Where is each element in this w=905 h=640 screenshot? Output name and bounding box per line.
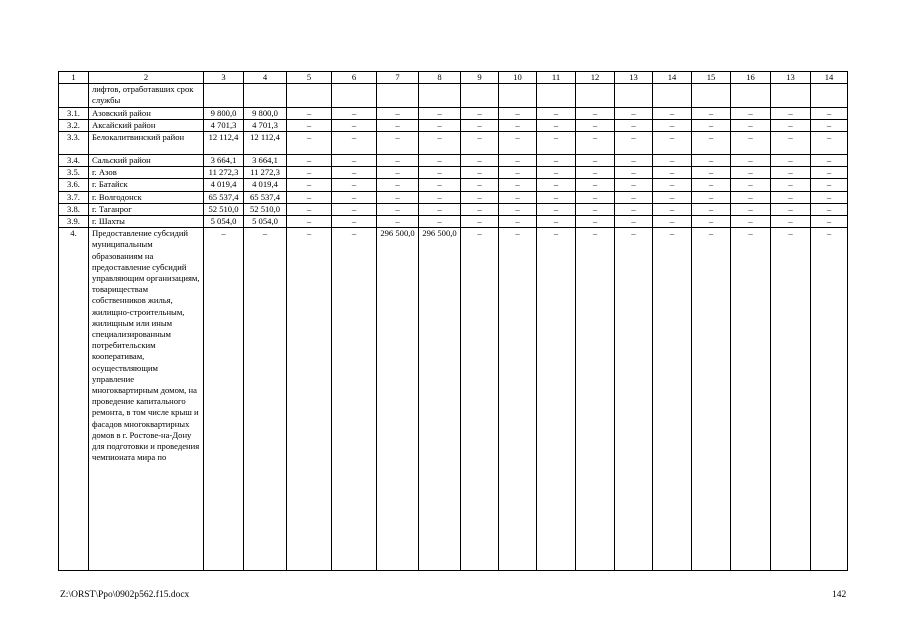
- value-cell: –: [811, 155, 848, 167]
- table-row: [59, 84, 848, 107]
- value-cell: –: [653, 107, 692, 119]
- row-number-cell: 3.1.: [59, 107, 89, 119]
- value-cell: –: [537, 228, 576, 571]
- column-header: 11: [537, 72, 576, 84]
- value-cell: –: [771, 107, 811, 119]
- row-name-cell: г. Таганрог: [89, 203, 204, 215]
- value-cell: –: [731, 228, 771, 571]
- value-cell: –: [771, 132, 811, 155]
- column-header: 13: [615, 72, 653, 84]
- row-number-cell: 3.5.: [59, 167, 89, 179]
- value-cell: 65 537,4: [244, 191, 287, 203]
- value-cell: –: [576, 191, 615, 203]
- value-cell: –: [653, 216, 692, 228]
- column-header: 14: [653, 72, 692, 84]
- value-cell: –: [332, 155, 377, 167]
- value-cell: –: [692, 191, 731, 203]
- row-number-cell: 3.3.: [59, 132, 89, 155]
- value-cell: 12 112,4: [204, 132, 244, 155]
- value-cell: –: [731, 107, 771, 119]
- value-cell: –: [653, 191, 692, 203]
- table-row: [59, 132, 848, 155]
- column-header: 16: [731, 72, 771, 84]
- column-header: 1: [59, 72, 89, 84]
- value-cell: –: [419, 155, 461, 167]
- value-cell: –: [576, 119, 615, 131]
- value-cell: –: [377, 191, 419, 203]
- value-cell: –: [461, 167, 499, 179]
- value-cell: –: [419, 107, 461, 119]
- value-cell: –: [576, 155, 615, 167]
- page-number: 142: [832, 590, 847, 600]
- row-number-cell: 3.8.: [59, 203, 89, 215]
- value-cell: –: [461, 155, 499, 167]
- value-cell: –: [771, 191, 811, 203]
- value-cell: –: [461, 132, 499, 155]
- row-name-cell: г. Волгодонск: [89, 191, 204, 203]
- value-cell: 5 054,0: [244, 216, 287, 228]
- value-cell: –: [461, 179, 499, 191]
- value-cell: –: [537, 107, 576, 119]
- value-cell: –: [377, 132, 419, 155]
- value-cell: –: [287, 155, 332, 167]
- value-cell: –: [419, 216, 461, 228]
- value-cell: –: [419, 132, 461, 155]
- value-cell: –: [731, 155, 771, 167]
- column-header: 5: [287, 72, 332, 84]
- value-cell: –: [499, 155, 537, 167]
- value-cell: –: [615, 167, 653, 179]
- value-cell: –: [576, 167, 615, 179]
- value-cell: –: [287, 107, 332, 119]
- value-cell: –: [731, 191, 771, 203]
- column-header: 15: [692, 72, 731, 84]
- value-cell: –: [287, 228, 332, 571]
- value-cell: –: [287, 132, 332, 155]
- value-cell: –: [615, 132, 653, 155]
- row-name-cell: Сальский район: [89, 155, 204, 167]
- value-cell: –: [615, 179, 653, 191]
- value-cell: –: [332, 132, 377, 155]
- value-cell: –: [499, 119, 537, 131]
- value-cell: –: [576, 216, 615, 228]
- value-cell: –: [731, 119, 771, 131]
- value-cell: –: [537, 167, 576, 179]
- value-cell: –: [615, 107, 653, 119]
- value-cell: –: [499, 179, 537, 191]
- value-cell: –: [692, 167, 731, 179]
- value-cell: –: [461, 216, 499, 228]
- value-cell: –: [419, 203, 461, 215]
- value-cell: –: [419, 167, 461, 179]
- row-number-cell: 4.: [59, 228, 89, 571]
- value-cell: [811, 84, 848, 107]
- value-cell: –: [576, 107, 615, 119]
- value-cell: –: [692, 228, 731, 571]
- value-cell: 52 510,0: [204, 203, 244, 215]
- value-cell: –: [576, 203, 615, 215]
- value-cell: 12 112,4: [244, 132, 287, 155]
- value-cell: –: [499, 132, 537, 155]
- value-cell: –: [771, 167, 811, 179]
- value-cell: –: [332, 119, 377, 131]
- value-cell: –: [287, 119, 332, 131]
- value-cell: –: [287, 216, 332, 228]
- column-header: 2: [89, 72, 204, 84]
- value-cell: 5 054,0: [204, 216, 244, 228]
- value-cell: –: [731, 179, 771, 191]
- value-cell: [204, 84, 244, 107]
- row-name-cell: Азовский район: [89, 107, 204, 119]
- value-cell: –: [692, 179, 731, 191]
- table-row: [59, 107, 848, 119]
- value-cell: –: [377, 119, 419, 131]
- row-name-cell: г. Батайск: [89, 179, 204, 191]
- budget-table: [58, 71, 848, 571]
- value-cell: 52 510,0: [244, 203, 287, 215]
- value-cell: –: [332, 179, 377, 191]
- value-cell: –: [499, 216, 537, 228]
- value-cell: 3 664,1: [244, 155, 287, 167]
- value-cell: 65 537,4: [204, 191, 244, 203]
- column-header: 13: [771, 72, 811, 84]
- value-cell: –: [653, 203, 692, 215]
- value-cell: –: [332, 167, 377, 179]
- value-cell: –: [537, 179, 576, 191]
- value-cell: –: [332, 203, 377, 215]
- value-cell: [771, 84, 811, 107]
- value-cell: –: [615, 216, 653, 228]
- value-cell: –: [377, 216, 419, 228]
- value-cell: [653, 84, 692, 107]
- value-cell: –: [499, 203, 537, 215]
- value-cell: –: [811, 132, 848, 155]
- value-cell: –: [576, 228, 615, 571]
- value-cell: –: [377, 179, 419, 191]
- value-cell: –: [692, 107, 731, 119]
- value-cell: –: [653, 179, 692, 191]
- value-cell: 296 500,0: [377, 228, 419, 571]
- value-cell: –: [537, 132, 576, 155]
- value-cell: –: [692, 155, 731, 167]
- value-cell: –: [811, 179, 848, 191]
- row-name-cell: г. Азов: [89, 167, 204, 179]
- row-name-cell: лифтов, отработавших срок службы: [89, 84, 204, 107]
- row-name-cell: Аксайский район: [89, 119, 204, 131]
- value-cell: 3 664,1: [204, 155, 244, 167]
- value-cell: –: [377, 167, 419, 179]
- value-cell: 4 701,3: [244, 119, 287, 131]
- value-cell: [499, 84, 537, 107]
- value-cell: –: [537, 216, 576, 228]
- value-cell: –: [731, 203, 771, 215]
- value-cell: –: [653, 167, 692, 179]
- value-cell: 296 500,0: [419, 228, 461, 571]
- value-cell: –: [771, 119, 811, 131]
- row-number-cell: 3.7.: [59, 191, 89, 203]
- value-cell: –: [537, 155, 576, 167]
- row-number-cell: 3.6.: [59, 179, 89, 191]
- value-cell: –: [653, 119, 692, 131]
- value-cell: –: [731, 167, 771, 179]
- value-cell: –: [692, 119, 731, 131]
- column-header: 14: [811, 72, 848, 84]
- table-row: [59, 155, 848, 167]
- value-cell: –: [576, 179, 615, 191]
- value-cell: –: [811, 228, 848, 571]
- table-row: [59, 191, 848, 203]
- value-cell: –: [771, 155, 811, 167]
- row-number-cell: [59, 84, 89, 107]
- value-cell: –: [576, 132, 615, 155]
- row-name-cell: Предоставление субсидий муниципальным образованиям на предоставление субсидий управляющим организациям, товариществам собственников жилья, жилищно-строительным, жилищным или иным специализированным потребительским кооперативам, осуществляющим управление многоквартирным домом, на проведение капитального ремонта, в том числе крыш и фасадов многоквартирных домов в г. Ростове-на-Дону для подготовки и проведения чемпионата мира по: [89, 228, 204, 571]
- value-cell: –: [692, 216, 731, 228]
- value-cell: –: [653, 155, 692, 167]
- value-cell: [537, 84, 576, 107]
- value-cell: [287, 84, 332, 107]
- value-cell: –: [615, 119, 653, 131]
- value-cell: 11 272,3: [244, 167, 287, 179]
- value-cell: –: [537, 203, 576, 215]
- table-row: [59, 167, 848, 179]
- value-cell: [461, 84, 499, 107]
- value-cell: –: [537, 191, 576, 203]
- value-cell: [615, 84, 653, 107]
- value-cell: –: [811, 107, 848, 119]
- value-cell: –: [615, 203, 653, 215]
- value-cell: –: [771, 203, 811, 215]
- value-cell: –: [287, 191, 332, 203]
- value-cell: –: [537, 119, 576, 131]
- column-header: 3: [204, 72, 244, 84]
- table-row: [59, 203, 848, 215]
- footer-file-path: Z:\ORST\Ppo\0902p562.f15.docx: [60, 590, 190, 600]
- value-cell: –: [377, 155, 419, 167]
- value-cell: –: [771, 228, 811, 571]
- column-header: 12: [576, 72, 615, 84]
- value-cell: –: [332, 216, 377, 228]
- value-cell: –: [461, 191, 499, 203]
- value-cell: –: [419, 179, 461, 191]
- value-cell: –: [771, 216, 811, 228]
- value-cell: –: [461, 203, 499, 215]
- value-cell: –: [377, 203, 419, 215]
- value-cell: –: [244, 228, 287, 571]
- value-cell: –: [461, 228, 499, 571]
- header-row: [59, 72, 848, 84]
- row-name-cell: г. Шахты: [89, 216, 204, 228]
- column-header: 9: [461, 72, 499, 84]
- value-cell: –: [332, 107, 377, 119]
- value-cell: [377, 84, 419, 107]
- row-name-cell: Белокалитвинский район: [89, 132, 204, 155]
- value-cell: 4 701,3: [204, 119, 244, 131]
- value-cell: –: [811, 191, 848, 203]
- value-cell: –: [419, 191, 461, 203]
- value-cell: [332, 84, 377, 107]
- value-cell: –: [811, 216, 848, 228]
- column-header: 4: [244, 72, 287, 84]
- value-cell: 4 019,4: [204, 179, 244, 191]
- value-cell: –: [204, 228, 244, 571]
- row-number-cell: 3.2.: [59, 119, 89, 131]
- value-cell: –: [499, 228, 537, 571]
- value-cell: –: [811, 167, 848, 179]
- row-number-cell: 3.9.: [59, 216, 89, 228]
- column-header: 7: [377, 72, 419, 84]
- value-cell: –: [419, 119, 461, 131]
- value-cell: [576, 84, 615, 107]
- value-cell: –: [615, 191, 653, 203]
- column-header: 6: [332, 72, 377, 84]
- value-cell: –: [692, 203, 731, 215]
- value-cell: –: [332, 228, 377, 571]
- value-cell: –: [615, 155, 653, 167]
- value-cell: –: [653, 132, 692, 155]
- value-cell: [692, 84, 731, 107]
- row-number-cell: 3.4.: [59, 155, 89, 167]
- value-cell: –: [653, 228, 692, 571]
- value-cell: 4 019,4: [244, 179, 287, 191]
- value-cell: –: [332, 191, 377, 203]
- value-cell: [731, 84, 771, 107]
- value-cell: 9 800,0: [244, 107, 287, 119]
- value-cell: –: [731, 216, 771, 228]
- value-cell: [244, 84, 287, 107]
- value-cell: –: [461, 107, 499, 119]
- value-cell: –: [377, 107, 419, 119]
- table-row: [59, 179, 848, 191]
- value-cell: –: [461, 119, 499, 131]
- value-cell: 9 800,0: [204, 107, 244, 119]
- table-row: [59, 216, 848, 228]
- value-cell: –: [499, 191, 537, 203]
- value-cell: –: [287, 167, 332, 179]
- value-cell: –: [499, 107, 537, 119]
- value-cell: –: [731, 132, 771, 155]
- value-cell: –: [771, 179, 811, 191]
- value-cell: –: [287, 203, 332, 215]
- value-cell: –: [499, 167, 537, 179]
- column-header: 8: [419, 72, 461, 84]
- column-header: 10: [499, 72, 537, 84]
- value-cell: –: [692, 132, 731, 155]
- table-row: [59, 228, 848, 571]
- table-row: [59, 119, 848, 131]
- value-cell: –: [615, 228, 653, 571]
- value-cell: –: [287, 179, 332, 191]
- value-cell: [419, 84, 461, 107]
- value-cell: –: [811, 203, 848, 215]
- value-cell: –: [811, 119, 848, 131]
- value-cell: 11 272,3: [204, 167, 244, 179]
